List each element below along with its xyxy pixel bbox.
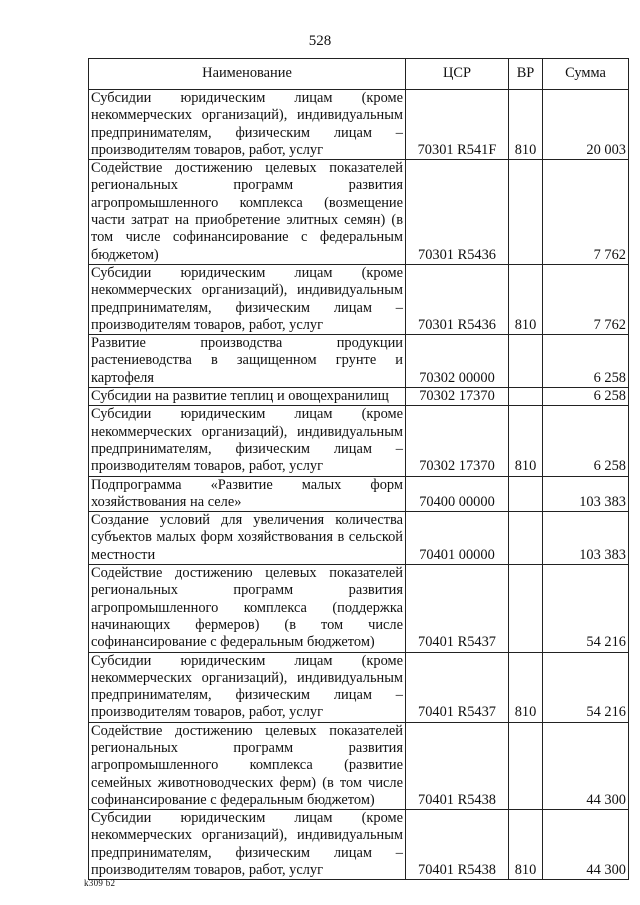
budget-table: [88, 58, 629, 880]
table-row: [89, 406, 629, 476]
table-row: [89, 160, 629, 265]
row-name-cell: Субсидии юридическим лицам (кроме некоммерческих организаций), индивидуальным предпринимателям, физическим лицам – производителям товаров, работ, услуг: [89, 90, 406, 160]
row-vr-cell: [509, 722, 543, 809]
row-vr-cell: 810: [509, 264, 543, 334]
row-vr-cell: [509, 160, 543, 265]
row-csr-cell: 70301 R5436: [406, 264, 509, 334]
row-csr-cell: 70301 R5436: [406, 160, 509, 265]
row-name-cell: Субсидии юридическим лицам (кроме некоммерческих организаций), индивидуальным предпринимателям, физическим лицам – производителям товаров, работ, услуг: [89, 810, 406, 880]
row-vr-cell: 810: [509, 90, 543, 160]
row-sum-cell: 54 216: [543, 652, 629, 722]
row-sum-cell: 103 383: [543, 512, 629, 565]
table-row: [89, 565, 629, 652]
row-sum-cell: 6 258: [543, 335, 629, 388]
row-sum-cell: 7 762: [543, 160, 629, 265]
row-csr-cell: 70400 00000: [406, 476, 509, 512]
row-sum-cell: 54 216: [543, 565, 629, 652]
row-name-cell: Развитие производства продукции растениеводства в защищенном грунте и картофеля: [89, 335, 406, 388]
row-vr-cell: 810: [509, 652, 543, 722]
row-sum-cell: 6 258: [543, 388, 629, 406]
row-name-cell: Содействие достижению целевых показателей региональных программ развития агропромышленного комплекса (поддержка начинающих фермеров) (в том числе софинансирование с федеральным бюджетом): [89, 565, 406, 652]
row-vr-cell: 810: [509, 406, 543, 476]
row-csr-cell: 70301 R541F: [406, 90, 509, 160]
row-csr-cell: 70302 00000: [406, 335, 509, 388]
row-vr-cell: [509, 335, 543, 388]
table-row: [89, 722, 629, 809]
row-sum-cell: 103 383: [543, 476, 629, 512]
row-vr-cell: [509, 565, 543, 652]
row-vr-cell: [509, 512, 543, 565]
row-csr-cell: 70401 00000: [406, 512, 509, 565]
row-vr-cell: [509, 476, 543, 512]
row-csr-cell: 70401 R5437: [406, 565, 509, 652]
header-sum: Сумма: [543, 59, 629, 90]
row-sum-cell: 6 258: [543, 406, 629, 476]
header-csr: ЦСР: [406, 59, 509, 90]
row-csr-cell: 70401 R5437: [406, 652, 509, 722]
row-name-cell: Субсидии юридическим лицам (кроме некоммерческих организаций), индивидуальным предпринимателям, физическим лицам – производителям товаров, работ, услуг: [89, 652, 406, 722]
table-row: [89, 335, 629, 388]
table-row: [89, 264, 629, 334]
row-name-cell: Субсидии юридическим лицам (кроме некоммерческих организаций), индивидуальным предпринимателям, физическим лицам – производителям товаров, работ, услуг: [89, 406, 406, 476]
row-csr-cell: 70401 R5438: [406, 722, 509, 809]
row-name-cell: Субсидии юридическим лицам (кроме некоммерческих организаций), индивидуальным предпринимателям, физическим лицам – производителям товаров, работ, услуг: [89, 264, 406, 334]
row-name-cell: Содействие достижению целевых показателей региональных программ развития агропромышленного комплекса (развитие семейных животноводческих ферм) (в том числе софинансирование с федеральным бюджетом): [89, 722, 406, 809]
row-vr-cell: [509, 388, 543, 406]
row-csr-cell: 70302 17370: [406, 388, 509, 406]
table-header-row: [89, 59, 629, 90]
table-row: [89, 810, 629, 880]
header-name: Наименование: [89, 59, 406, 90]
table-row: [89, 512, 629, 565]
table-row: [89, 90, 629, 160]
table-row: [89, 476, 629, 512]
table-row: [89, 388, 629, 406]
row-name-cell: Содействие достижению целевых показателей региональных программ развития агропромышленного комплекса (возмещение части затрат на приобретение элитных семян) (в том числе софинансирование с федеральным бюджетом): [89, 160, 406, 265]
footer-code: k309 b2: [84, 878, 116, 888]
page-number: 528: [308, 33, 332, 49]
row-name-cell: Создание условий для увеличения количества субъектов малых форм хозяйствования в сельской местности: [89, 512, 406, 565]
row-sum-cell: 20 003: [543, 90, 629, 160]
header-vr: ВР: [509, 59, 543, 90]
table-row: [89, 652, 629, 722]
row-name-cell: Субсидии на развитие теплиц и овощехранилищ: [89, 388, 406, 406]
row-sum-cell: 44 300: [543, 722, 629, 809]
row-sum-cell: 44 300: [543, 810, 629, 880]
row-name-cell: Подпрограмма «Развитие малых форм хозяйствования на селе»: [89, 476, 406, 512]
row-sum-cell: 7 762: [543, 264, 629, 334]
row-csr-cell: 70401 R5438: [406, 810, 509, 880]
row-csr-cell: 70302 17370: [406, 406, 509, 476]
row-vr-cell: 810: [509, 810, 543, 880]
